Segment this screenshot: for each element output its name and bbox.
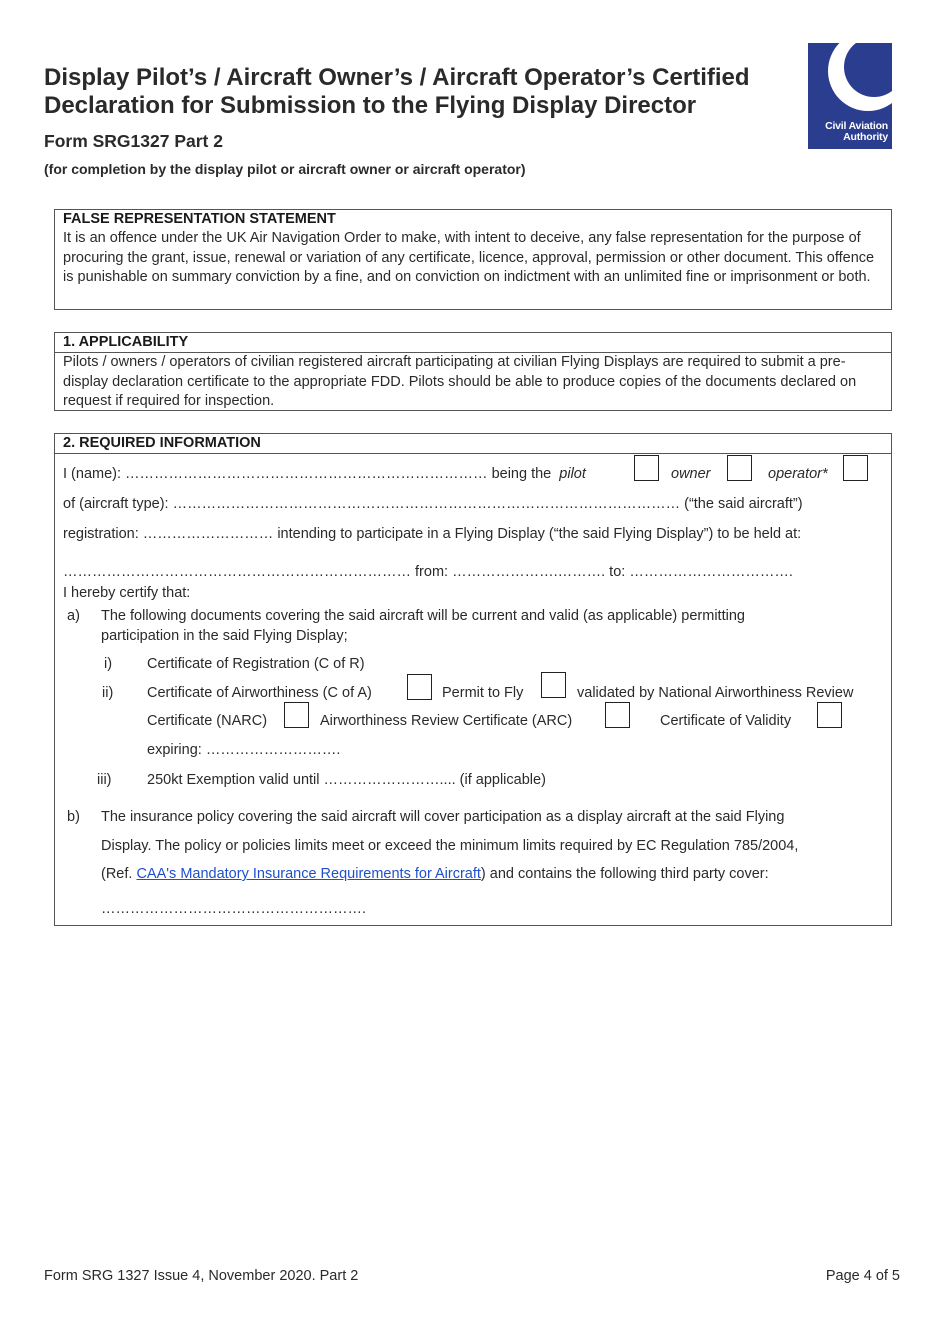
arc-checkbox[interactable] [605, 702, 630, 728]
applicability-heading: 1. APPLICABILITY [55, 333, 891, 353]
cov-label: Certificate of Validity [660, 713, 792, 729]
pilot-checkbox[interactable] [634, 455, 659, 481]
arc-label: Airworthiness Review Certificate (ARC) [320, 713, 573, 729]
item-iii-label: iii) [97, 772, 112, 788]
applicability-text: Pilots / owners / operators of civilian registered aircraft participating at civilian Flying Displays are required to submit a pre-display declaration certificate to the appropriate FDD. Pilots should be able to produce copies of the documents declared on request if required for inspection. [63, 354, 857, 409]
item-a-line-2: participation in the said Flying Display; [101, 628, 348, 644]
expiring-field[interactable]: expiring: ………………………. [147, 742, 341, 758]
form-id: Form SRG1327 Part 2 [44, 131, 223, 151]
coa-checkbox[interactable] [407, 674, 432, 700]
operator-label: operator* [768, 466, 828, 482]
certify-label: I hereby certify that: [63, 585, 191, 601]
item-i-text: Certificate of Registration (C of R) [147, 656, 365, 672]
permit-to-fly-checkbox[interactable] [541, 672, 566, 698]
operator-checkbox[interactable] [843, 455, 868, 481]
title-line-1: Display Pilot’s / Aircraft Owner’s / Aircraft Operator’s Certified [44, 64, 750, 91]
item-b-label: b) [67, 809, 80, 825]
registration-field[interactable]: registration: ……………………… intending to participate in a Flying Display (“the said Flying Display”) to be held at: [63, 526, 802, 542]
item-i-label: i) [104, 656, 113, 672]
item-ii-label: ii) [102, 685, 114, 701]
item-b-line-1: The insurance policy covering the said aircraft will cover participation as a display aircraft at the said Flying [101, 809, 785, 825]
footer-page-number: Page 4 of 5 [825, 1268, 900, 1284]
cov-checkbox[interactable] [817, 702, 842, 728]
false-representation-section [54, 209, 892, 310]
applicability-section [54, 332, 892, 411]
insurance-requirements-link[interactable]: CAA's Mandatory Insurance Requirements for Aircraft [136, 866, 481, 882]
false-representation-text: It is an offence under the UK Air Navigation Order to make, with intent to deceive, any false representation for the purpose of procuring the grant, issue, renewal or variation of any certificate, licence, approval, permission or other document. This offence is punishable on summary conviction by a fine, and on conviction on indictment with an unlimited fine or imprisonment or both. [63, 230, 875, 285]
caa-logo [808, 43, 892, 149]
item-b-line-2: Display. The policy or policies limits meet or exceed the minimum limits required by EC Regulation 785/2004, [101, 838, 799, 854]
caa-logo-text: Civil Aviation Authority [825, 120, 888, 143]
venue-dates-field[interactable]: ……………………………………………………………… from: ………………….………. to: ……………………………. [63, 564, 793, 580]
form-subtitle: (for completion by the display pilot or aircraft owner or aircraft operator) [44, 161, 526, 177]
third-party-cover-field[interactable]: ………………………………………………. [101, 901, 367, 917]
name-field[interactable]: I (name): ………………………………………………………………… being the pilot [63, 466, 586, 482]
aircraft-type-field[interactable]: of (aircraft type): …………………………………………………………………………………………… (“the said aircraft”) [63, 496, 803, 512]
owner-checkbox[interactable] [727, 455, 752, 481]
footer-form-info: Form SRG 1327 Issue 4, November 2020. Part 2 [44, 1268, 359, 1284]
required-information-heading: 2. REQUIRED INFORMATION [55, 434, 891, 454]
coa-label: Certificate of Airworthiness (C of A) [147, 685, 372, 701]
pilot-label: pilot [559, 466, 586, 482]
narc-checkbox[interactable] [284, 702, 309, 728]
title-line-2: Declaration for Submission to the Flying Display Director [44, 92, 697, 119]
item-a-line-1: The following documents covering the said aircraft will be current and valid (as applicable) permitting [101, 608, 745, 624]
narc-label-line-1: validated by National Airworthiness Review [577, 685, 854, 701]
false-representation-heading: FALSE REPRESENTATION STATEMENT [63, 211, 336, 227]
page-title [44, 64, 814, 120]
item-a-label: a) [67, 608, 80, 624]
item-b-line-3: (Ref. CAA's Mandatory Insurance Requirements for Aircraft) and contains the following third party cover: [101, 866, 769, 882]
permit-to-fly-label: Permit to Fly [442, 685, 524, 701]
owner-label: owner [671, 466, 711, 482]
exemption-field[interactable]: 250kt Exemption valid until …………………….... (if applicable) [147, 772, 546, 788]
narc-label-line-2: Certificate (NARC) [147, 713, 268, 729]
